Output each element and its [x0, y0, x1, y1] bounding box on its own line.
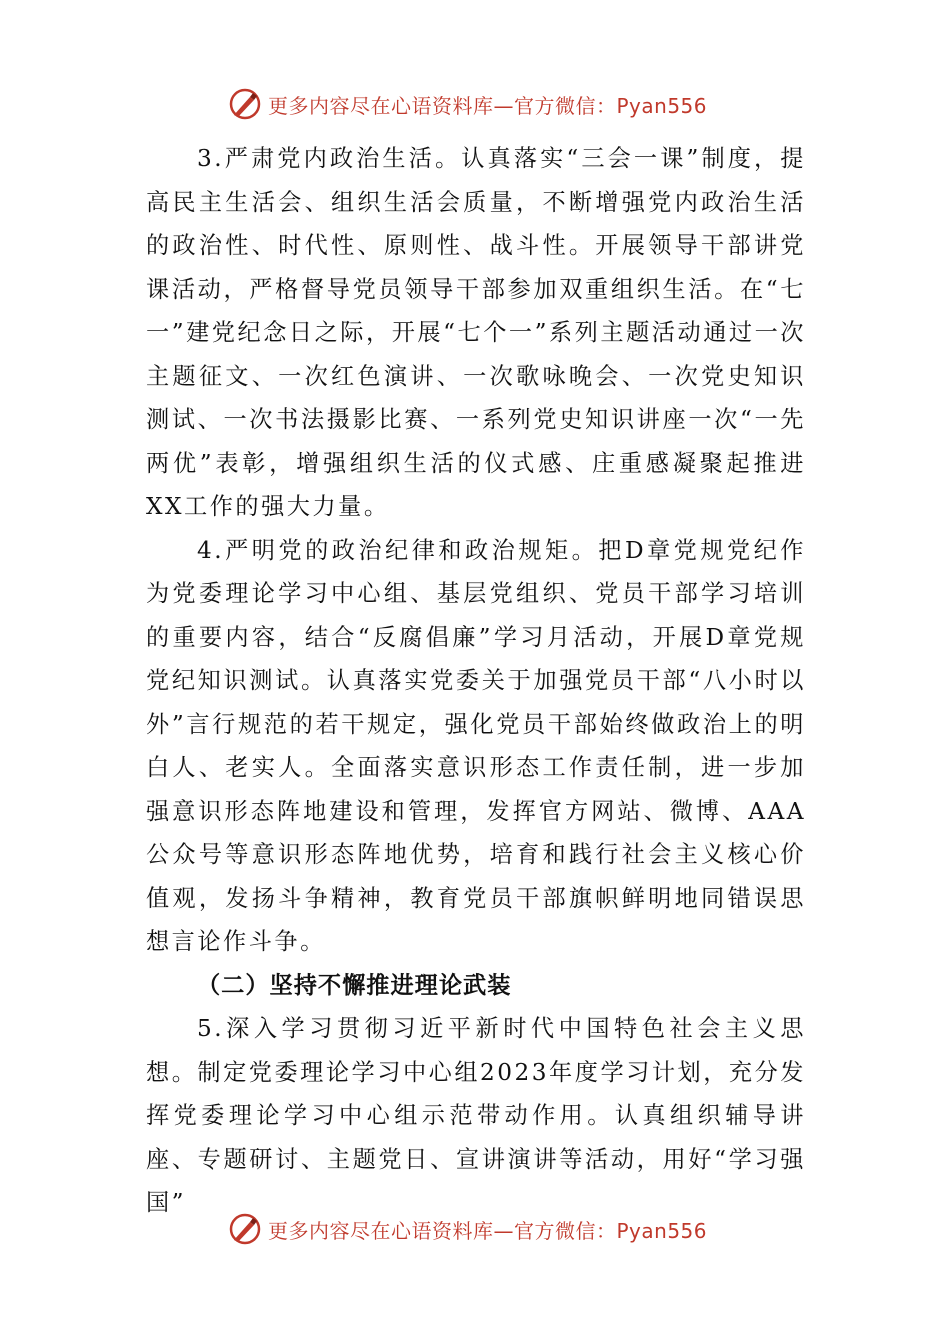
paragraph-5: 5.深入学习贯彻习近平新时代中国特色社会主义思想。制定党委理论学习中心组2023年度学习计划，充分发挥党委理论学习中心组示范带动作用。认真组织辅导讲座、专题研讨、主题党日、宣讲演讲等活动，用好“学习强国”: [146, 1015, 806, 1216]
header-banner: [228, 84, 748, 124]
pen-logo-icon: [228, 1212, 262, 1246]
section-heading: （二）坚持不懈推进理论武装: [197, 971, 512, 999]
footer-banner-text: 更多内容尽在心语资料库—官方微信：Pyan556: [268, 1218, 708, 1243]
footer-banner: [228, 1209, 748, 1249]
header-banner-text: 更多内容尽在心语资料库—官方微信：Pyan556: [268, 93, 708, 118]
document-body: [146, 137, 806, 1225]
paragraph-3: 3.严肃党内政治生活。认真落实“三会一课”制度，提高民主生活会、组织生活会质量，不断增强党内政治生活的政治性、时代性、原则性、战斗性。开展领导干部讲党课活动，严格督导党员领导干部参加双重组织生活。在“七一”建党纪念日之际，开展“七个一”系列主题活动通过一次主题征文、一次红色演讲、一次歌咏晚会、一次党史知识测试、一次书法摄影比赛、一系列党史知识讲座一次“一先两优”表彰，增强组织生活的仪式感、庄重感凝聚起推进XX工作的强大力量。: [146, 145, 806, 520]
paragraph-4: 4.严明党的政治纪律和政治规矩。把D章党规党纪作为党委理论学习中心组、基层党组织、党员干部学习培训的重要内容，结合“反腐倡廉”学习月活动，开展D章党规党纪知识测试。认真落实党委关于加强党员干部“八小时以外”言行规范的若干规定，强化党员干部始终做政治上的明白人、老实人。全面落实意识形态工作责任制，进一步加强意识形态阵地建设和管理，发挥官方网站、微博、AAA公众号等意识形态阵地优势，培育和践行社会主义核心价值观，发扬斗争精神，教育党员干部旗帜鲜明地同错误思想言论作斗争。: [146, 536, 806, 955]
pen-logo-icon: [228, 87, 262, 121]
